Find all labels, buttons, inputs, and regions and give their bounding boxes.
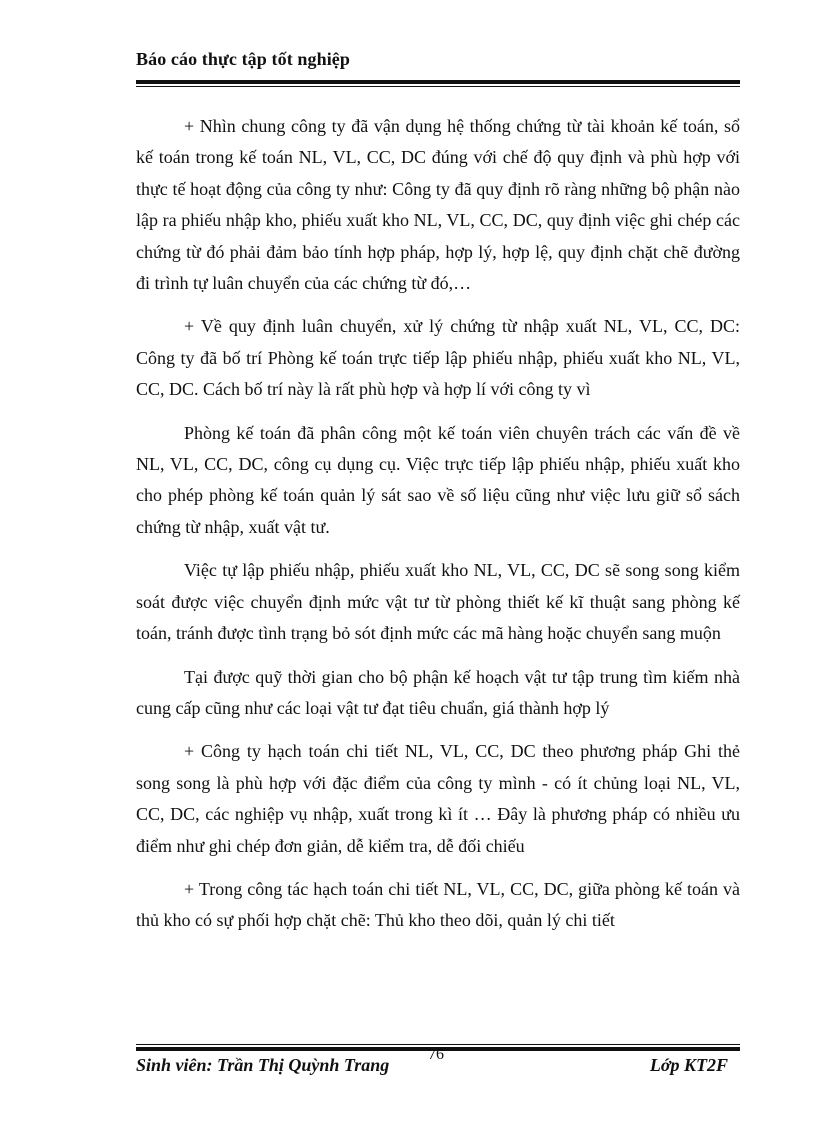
paragraph-4: Việc tự lập phiếu nhập, phiếu xuất kho NL, VL, CC, DC sẽ song song kiểm soát được việc chuyển định mức vật tư từ phòng thiết kế kĩ thuật sang phòng kế toán, tránh được tình trạng bỏ sót định mức các mã hàng hoặc chuyển sang muộn	[136, 560, 740, 644]
body-text	[136, 111, 740, 949]
paragraph-5: Tại được quỹ thời gian cho bộ phận kế hoạch vật tư tập trung tìm kiếm nhà cung cấp cũng như các loại vật tư đạt tiêu chuẩn, giá thành hợp lý	[136, 666, 740, 718]
paragraph-1: + Nhìn chung công ty đã vận dụng hệ thống chứng từ tài khoản kế toán, sổ kế toán trong kế toán NL, VL, CC, DC đúng với chế độ quy định và phù hợp với thực tế hoạt động của công ty như: Công ty đã quy định rõ ràng những bộ phận nào lập ra phiếu nhập kho, phiếu xuất kho NL, VL, CC, DC, quy định việc ghi chép các chứng từ đó phải đảm bảo tính hợp pháp, hợp lý, hợp lệ, quy định chặt chẽ đường đi trình tự luân chuyển của các chứng từ đó,…	[136, 116, 740, 294]
student-name: Sinh viên: Trần Thị Quỳnh Trang	[136, 1055, 390, 1075]
paragraph-3: Phòng kế toán đã phân công một kế toán viên chuyên trách các vấn đề về NL, VL, CC, DC, công cụ dụng cụ. Việc trực tiếp lập phiếu nhập, phiếu xuất kho cho phép phòng kế toán quản lý sát sao về số liệu cũng như việc lưu giữ sổ sách chứng từ nhập, xuất vật tư.	[136, 422, 740, 537]
footer-rule-thin	[136, 1044, 740, 1045]
paragraph-2: + Về quy định luân chuyển, xử lý chứng từ nhập xuất NL, VL, CC, DC: Công ty đã bố trí Phòng kế toán trực tiếp lập phiếu nhập, phiếu xuất kho NL, VL, CC, DC. Cách bố trí này là rất phù hợp và hợp lí với công ty vì	[136, 316, 740, 400]
page-number: 76	[428, 1046, 444, 1063]
header-rule-thick	[136, 80, 740, 84]
class-label: Lớp KT2F	[649, 1055, 728, 1075]
document-title: Báo cáo thực tập tốt nghiệp	[136, 49, 351, 69]
paragraph-6: + Công ty hạch toán chi tiết NL, VL, CC, DC theo phương pháp Ghi thẻ song song là phù hợp với đặc điểm của công ty mình - có ít chủng loại NL, VL, CC, DC, các nghiệp vụ nhập, xuất trong kì ít … Đây là phương pháp có nhiều ưu điểm như ghi chép đơn giản, dễ kiểm tra, dễ đối chiếu	[136, 741, 740, 856]
header-rule-thin	[136, 86, 740, 87]
paragraph-7: + Trong công tác hạch toán chi tiết NL, VL, CC, DC, giữa phòng kế toán và thủ kho có sự phối hợp chặt chẽ: Thủ kho theo dõi, quản lý chi tiết	[136, 878, 740, 931]
